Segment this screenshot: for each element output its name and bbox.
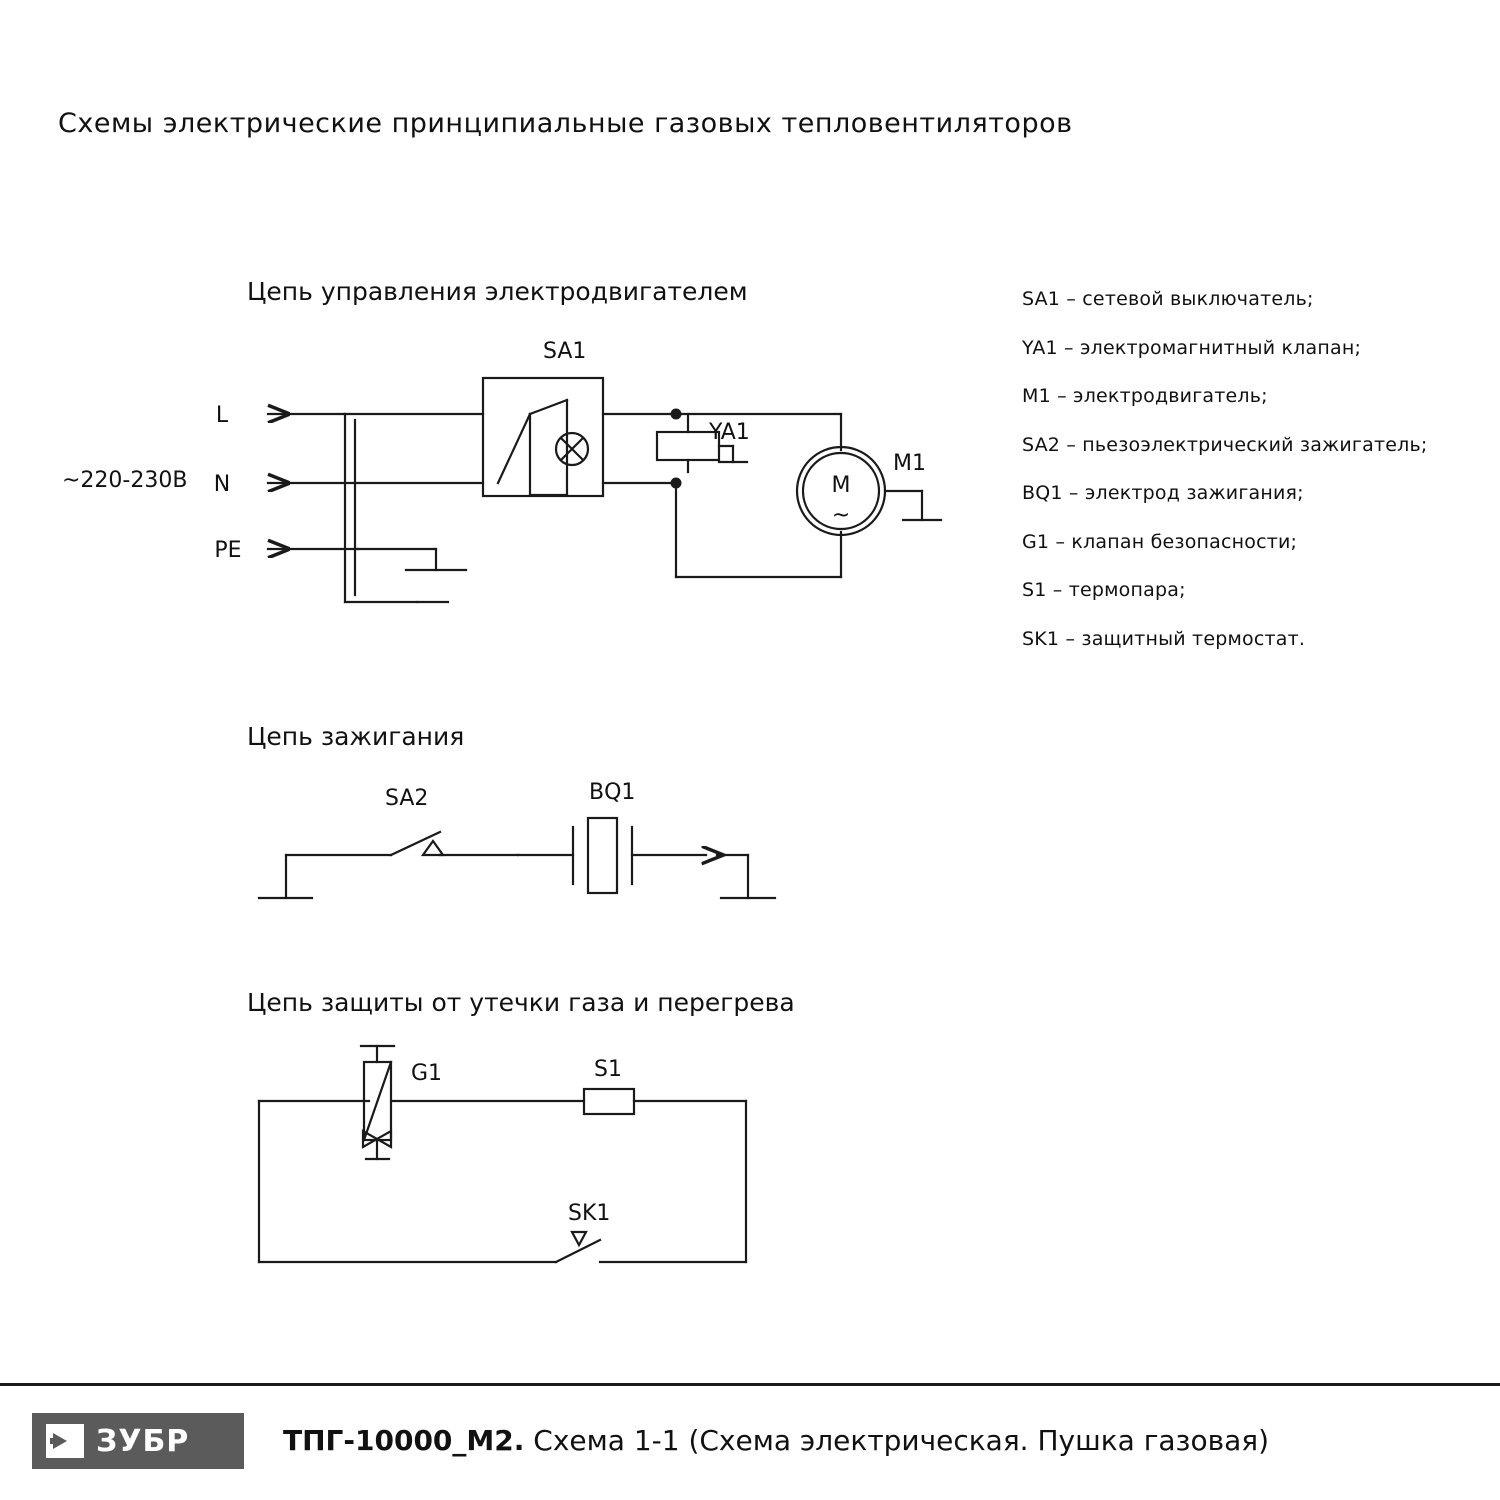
legend-list [1022, 288, 1482, 676]
legend-item-ya1: YA1 – электромагнитный клапан; [1022, 336, 1362, 359]
legend-item-bq1: BQ1 – электрод зажигания; [1022, 482, 1304, 504]
footer-model: ТПГ-10000_М2. [283, 1424, 525, 1457]
legend-item-sk1: SK1 – защитный термостат. [1022, 627, 1306, 650]
brand-logo [32, 1413, 244, 1469]
designator-m1: M1 [893, 451, 926, 476]
supply-voltage-label: ~220-230В [62, 468, 188, 493]
motor-symbol-m: M [831, 473, 851, 498]
motor-symbol-ac: ~ [831, 503, 851, 528]
supply-label-l: L [215, 403, 229, 428]
section-title-protection: Цепь защиты от утечки газа и перегрева [247, 988, 795, 1017]
brand-name: ЗУБР [96, 1423, 190, 1459]
legend-item-m1: M1 – электродвигатель; [1022, 385, 1268, 407]
section-title-motor-control: Цепь управления электродвигателем [247, 277, 748, 306]
section-title-ignition: Цепь зажигания [247, 722, 465, 751]
designator-s1: S1 [594, 1057, 622, 1082]
designator-g1: G1 [411, 1061, 443, 1086]
page-title: Схемы электрические принципиальные газовых тепловентиляторов [58, 108, 1073, 139]
designator-ya1: YA1 [709, 420, 750, 445]
supply-label-pe: PE [214, 538, 242, 563]
arrow-icon [46, 1424, 84, 1458]
designator-bq1: BQ1 [589, 780, 636, 805]
legend-item-g1: G1 – клапан безопасности; [1022, 530, 1298, 553]
legend-item-s1: S1 – термопара; [1022, 579, 1186, 601]
designator-sa1: SA1 [543, 339, 587, 364]
footer-caption-text: Схема 1-1 (Схема электрическая. Пушка газовая) [533, 1424, 1270, 1457]
supply-label-n: N [213, 472, 231, 497]
legend-item-sa1: SA1 – сетевой выключатель; [1022, 288, 1314, 310]
legend-item-sa2: SA2 – пьезоэлектрический зажигатель; [1022, 433, 1428, 456]
designator-sa2: SA2 [385, 786, 429, 811]
designator-sk1: SK1 [568, 1201, 611, 1226]
footer-caption [283, 1424, 1269, 1457]
